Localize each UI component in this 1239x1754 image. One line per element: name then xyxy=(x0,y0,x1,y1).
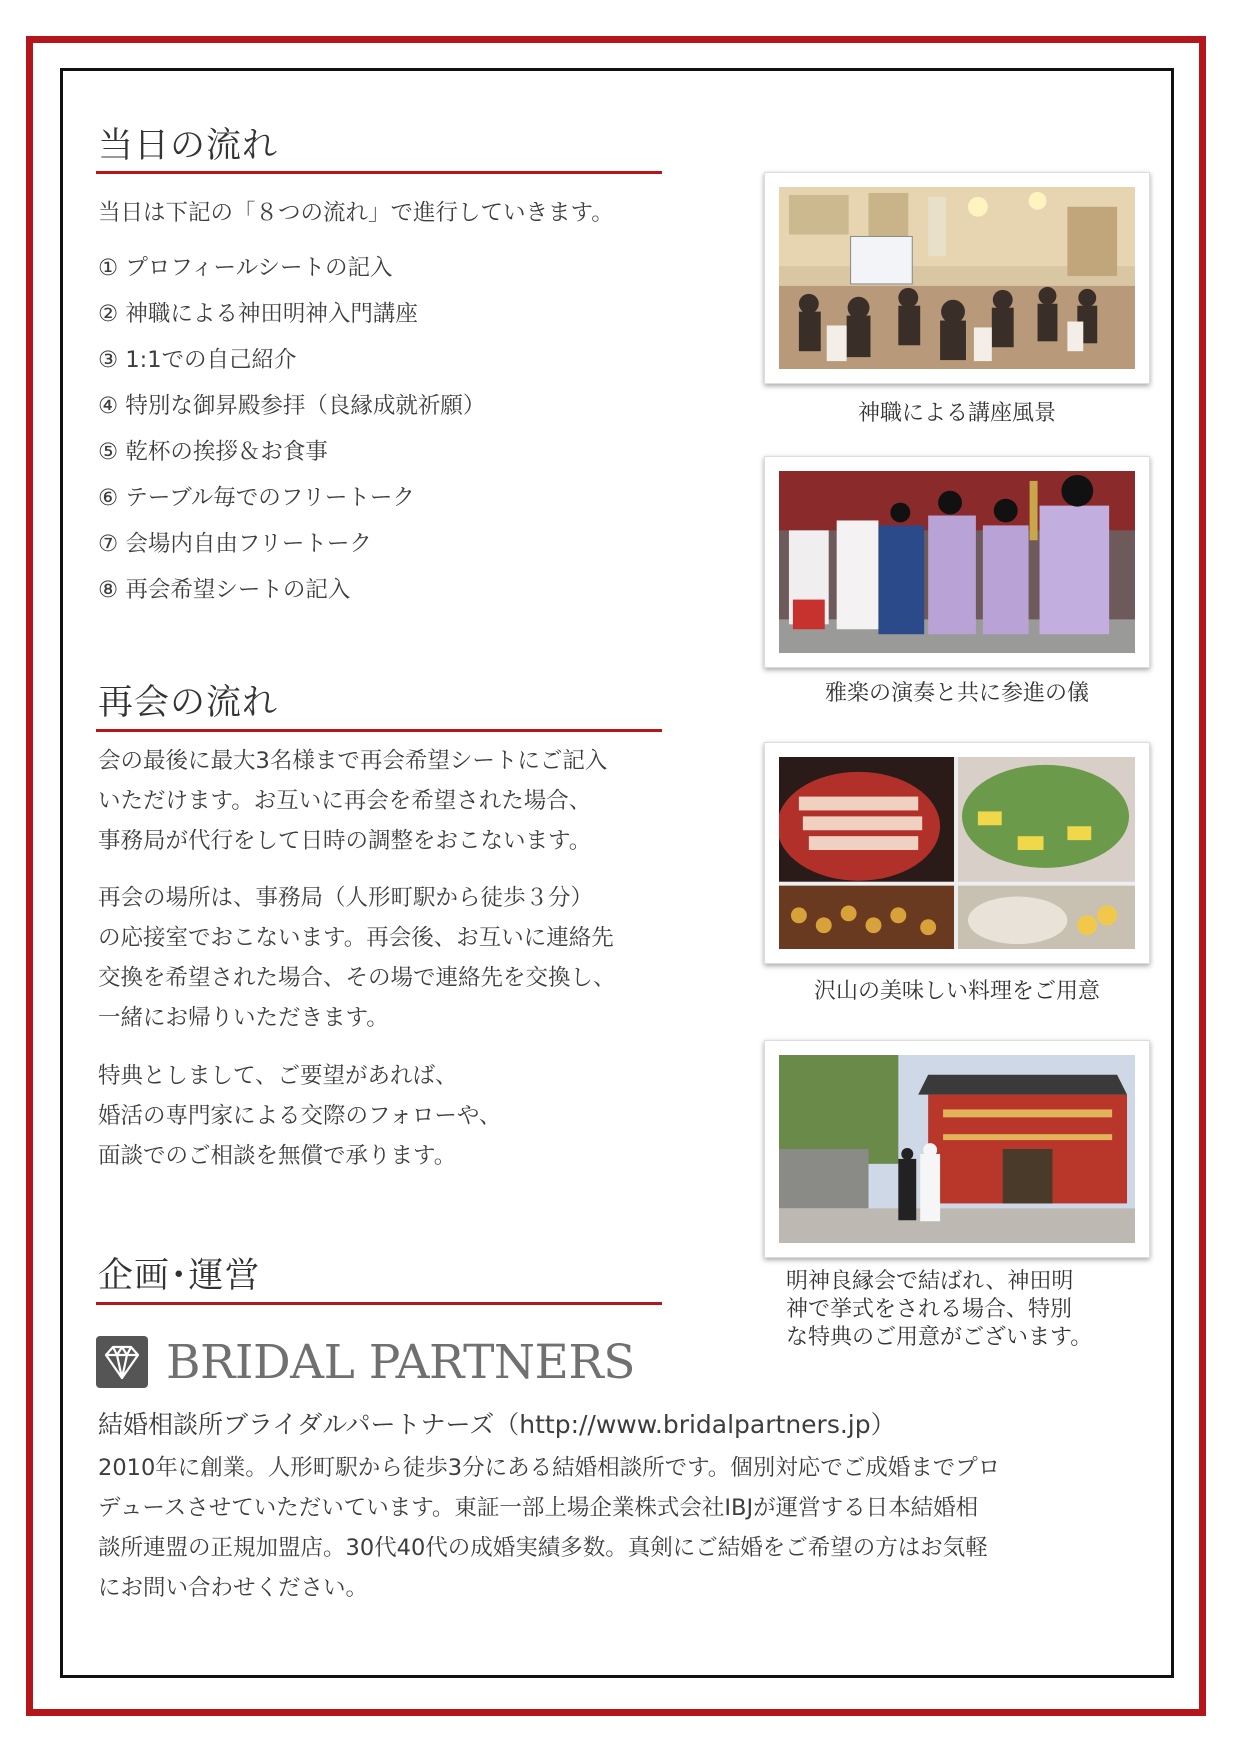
photo-caption: 神職による講座風景 xyxy=(857,401,1056,426)
caption-line: な特典のご用意がございます。 xyxy=(786,1325,1093,1350)
caption-line: 明神良縁会で結ばれ、神田明 xyxy=(786,1269,1074,1294)
photo-food xyxy=(764,742,1150,964)
text-line: 婚活の専門家による交際のフォローや、 xyxy=(98,1103,502,1129)
photo-caption: 雅楽の演奏と共に参進の儀 xyxy=(824,681,1089,706)
day-flow-steps-list xyxy=(98,245,485,613)
caption-line: 神で挙式をされる場合、特別 xyxy=(786,1297,1073,1322)
section-rule xyxy=(96,171,662,174)
list-item: ④ 特別な御昇殿参拝（良縁成就祈願） xyxy=(98,393,486,419)
list-item: ⑥ テーブル毎でのフリートーク xyxy=(98,485,415,511)
logo-wordmark: BRIDAL PARTNERS xyxy=(166,1335,635,1390)
text-line: デュースさせていただいています。東証一部上場企業株式会社IBJが運営する日本結婚相 xyxy=(98,1495,979,1521)
list-item: ⑤ 乾杯の挨拶＆お食事 xyxy=(98,439,328,465)
text-line: 再会の場所は、事務局（人形町駅から徒歩３分） xyxy=(98,885,594,911)
intro-text: 当日は下記の「８つの流れ」で進行していきます。 xyxy=(98,200,614,226)
company-profile xyxy=(98,1448,1000,1608)
photo-shrine-wedding xyxy=(764,1040,1150,1258)
section-title-day-flow: 当日の流れ xyxy=(98,126,279,166)
list-item: ③ 1:1での自己紹介 xyxy=(98,347,297,373)
text-line: 面談でのご相談を無償で承ります。 xyxy=(98,1143,457,1169)
company-name-url: 結婚相談所ブライダルパートナーズ（http://www.bridalpartners.jp） xyxy=(98,1410,896,1439)
list-item: ① プロフィールシートの記入 xyxy=(98,255,393,281)
bridal-partners-logo xyxy=(96,1336,696,1392)
list-item: ② 神職による神田明神入門講座 xyxy=(98,301,418,327)
section-rule xyxy=(96,1302,662,1305)
text-line: 一緒にお帰りいただきます。 xyxy=(98,1005,389,1031)
photo-caption-multiline xyxy=(786,1268,1116,1352)
text-line: いただけます。お互いに再会を希望された場合、 xyxy=(98,788,592,814)
list-item: ⑦ 会場内自由フリートーク xyxy=(98,531,372,557)
text-line: 2010年に創業。人形町駅から徒歩3分にある結婚相談所です。個別対応でご成婚までプロ xyxy=(98,1455,1001,1481)
text-line: 特典としまして、ご要望があれば、 xyxy=(98,1063,458,1089)
day-flow-intro xyxy=(98,193,614,233)
text-line: の応接室でおこないます。再会後、お互いに連絡先 xyxy=(98,925,614,951)
section-rule xyxy=(96,729,662,732)
text-line: 談所連盟の正規加盟店。30代40代の成婚実績多数。真剣にご結婚をご希望の方はお気軽 xyxy=(98,1535,988,1561)
photo-caption: 沢山の美味しい料理をご用意 xyxy=(813,979,1100,1004)
reunion-paragraph-1 xyxy=(98,741,607,861)
text-line: にお問い合わせください。 xyxy=(98,1575,369,1601)
section-title-reunion-flow: 再会の流れ xyxy=(98,683,279,723)
section-title-organizer: 企画･運営 xyxy=(98,1256,261,1296)
text-line: 交換を希望された場合、その場で連絡先を交換し、 xyxy=(98,965,616,991)
text-line: 会の最後に最大3名様まで再会希望シートにご記入 xyxy=(98,748,608,774)
photo-lecture-scene xyxy=(764,172,1150,384)
photo-procession xyxy=(764,456,1150,668)
text-line: 事務局が代行をして日時の調整をおこないます。 xyxy=(98,828,592,854)
diamond-icon xyxy=(96,1336,148,1388)
list-item: ⑧ 再会希望シートの記入 xyxy=(98,577,351,603)
reunion-paragraph-2 xyxy=(98,878,616,1038)
reunion-paragraph-3 xyxy=(98,1056,501,1176)
